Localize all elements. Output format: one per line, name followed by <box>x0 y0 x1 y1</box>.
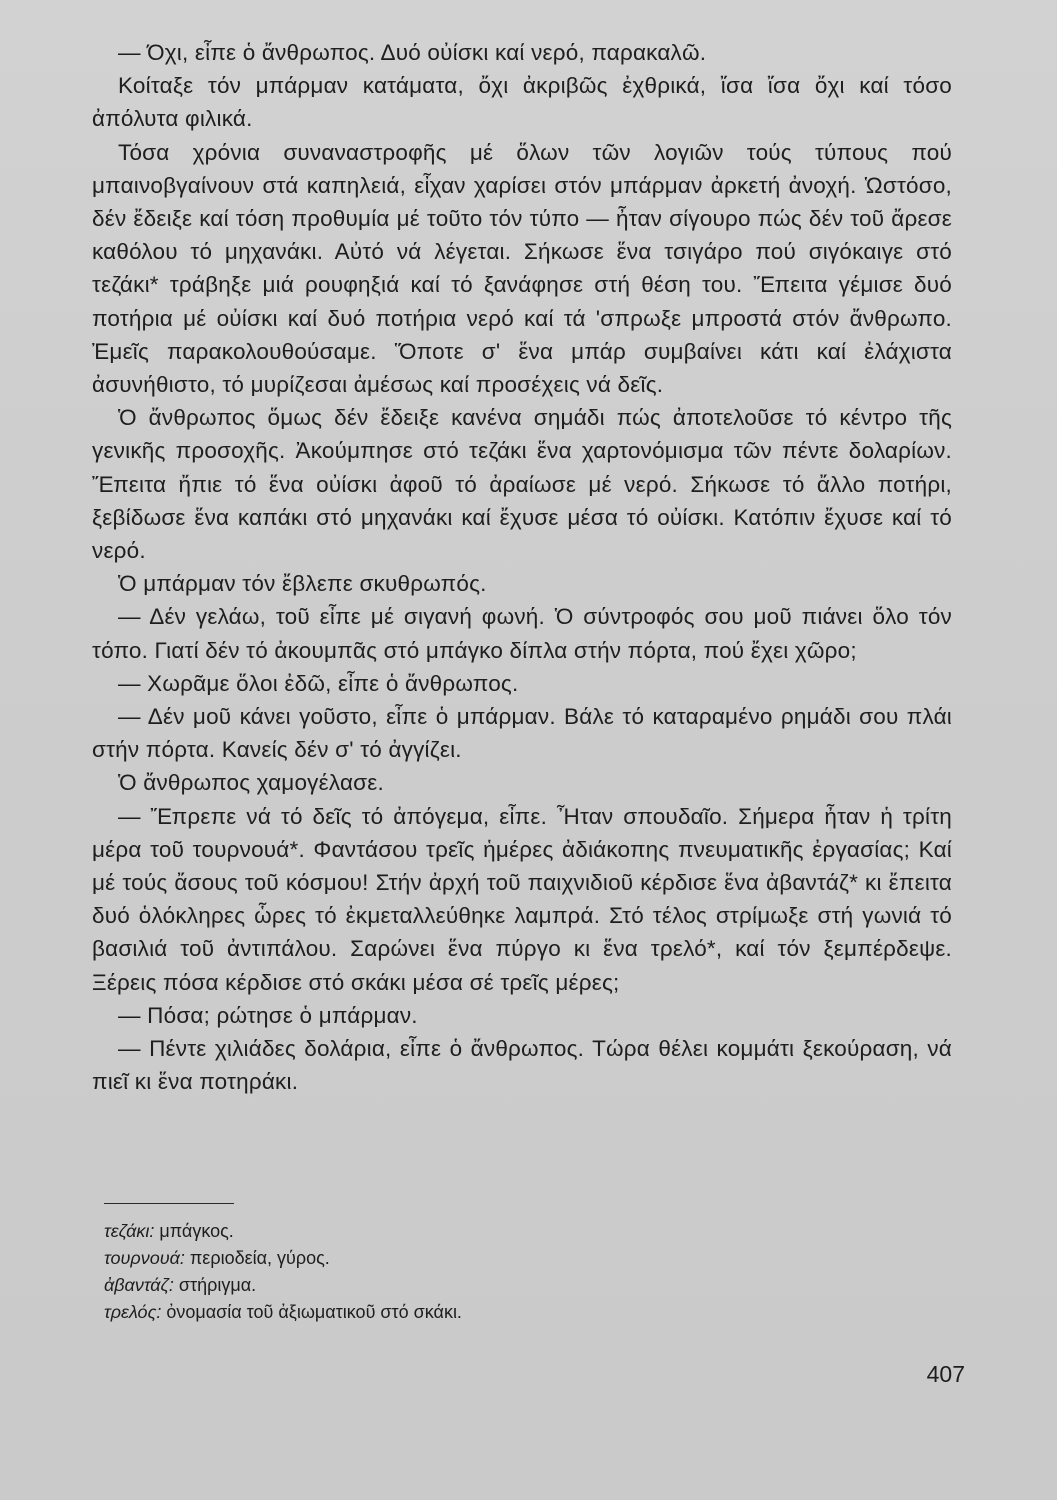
paragraph: Ὁ μπάρμαν τόν ἔβλεπε σκυθρωπός. <box>118 571 487 597</box>
page-number: 407 <box>926 1361 965 1387</box>
footnote-separator <box>104 1203 234 1204</box>
footnotes <box>104 1218 804 1326</box>
footnote-term: ἀβαντάζ: <box>104 1275 174 1295</box>
paragraph: — Ἔπρεπε νά τό δεῖς τό ἀπόγεμα, εἶπε. Ἦταν σπουδαῖο. Σήμερα ἦταν ἡ τρίτη μέρα τοῦ τουρνουά*. Φαντάσου τρεῖς ἡμέρες ἀδιάκοπης πνευματικῆς ἐργασίας; Καί μέ τούς ἄσους τοῦ κόσμου! Στήν ἀρχή τοῦ παιχνιδιοῦ κέρδισε ἕνα ἀβαντάζ* κι ἔπειτα δυό ὁλόκληρες ὧρες τό ἐκμεταλλεύθηκε λαμπρά. Στό τέλος στρίμωξε στή γωνιά τό βασιλιά τοῦ ἀντιπάλου. Σαρώνει ἕνα πύργο κι ἕνα τρελό*, καί τόν ξεμπέρδεψε. Ξέρεις πόσα κέρδισε στό σκάκι μέσα σέ τρεῖς μέρες; <box>92 803 952 995</box>
footnote-definition: στήριγμα. <box>178 1275 257 1295</box>
paragraph: Ὁ ἄνθρωπος ὅμως δέν ἔδειξε κανένα σημάδι πώς ἀποτελοῦσε τό κέντρο τῆς γενικῆς προσοχῆς. Ἀκούμπησε στό τεζάκι ἕνα χαρτονόμισμα τῶν πέντε δολαρίων. Ἔπειτα ἤπιε τό ἕνα οὐίσκι ἀφοῦ τό ἀραίωσε μέ νερό. Σήκωσε τό ἄλλο ποτήρι, ξεβίδωσε ἕνα καπάκι στό μηχανάκι καί ἔχυσε μέσα τό οὐίσκι. Κατόπιν ἔχυσε καί τό νερό. <box>92 405 952 564</box>
footnote-term: τουρνουά: <box>104 1248 185 1268</box>
body-text <box>92 36 952 1099</box>
footnote-definition: μπάγκος. <box>159 1221 234 1241</box>
paragraph: — Πόσα; ρώτησε ὁ μπάρμαν. <box>118 1002 418 1028</box>
footnote-term: τεζάκι: <box>104 1221 155 1241</box>
paragraph: — Χωρᾶμε ὅλοι ἐδῶ, εἶπε ὁ ἄνθρωπος. <box>118 670 519 696</box>
paragraph: Τόσα χρόνια συναναστροφῆς μέ ὅλων τῶν λογιῶν τούς τύπους πού μπαινοβγαίνουν στά καπηλειά, εἶχαν χαρίσει στόν μπάρμαν ἀρκετή ἀνοχή. Ὡστόσο, δέν ἔδειξε καί τόση προθυμία μέ τοῦτο τόν τύπο — ἦταν σίγουρο πώς δέν τοῦ ἄρεσε καθόλου τό μηχανάκι. Αὐτό νά λέγεται. Σήκωσε ἕνα τσιγάρο πού σιγόκαιγε στό τεζάκι* τράβηξε μιά ρουφηξιά καί τό ξανάφησε στή θέση του. Ἔπειτα γέμισε δυό ποτήρια μέ οὐίσκι καί δυό ποτήρια νερό καί τά 'σπρωξε μπροστά στόν ἄνθρωπο. Ἐμεῖς παρακολουθούσαμε. Ὅποτε σ' ἕνα μπάρ συμβαίνει κάτι καί ἐλάχιστα ἀσυνήθιστο, τό μυρίζεσαι ἀμέσως καί προσέχεις νά δεῖς. <box>92 139 952 398</box>
paragraph: — Δέν μοῦ κάνει γοῦστο, εἶπε ὁ μπάρμαν. Βάλε τό καταραμένο ρημάδι σου πλάι στήν πόρτα. Κανείς δέν σ' τό ἀγγίζει. <box>92 704 952 763</box>
paragraph: — Όχι, εἶπε ὁ ἄνθρωπος. Δυό οὐίσκι καί νερό, παρακαλῶ. <box>118 40 707 65</box>
paragraph: Κοίταξε τόν μπάρμαν κατάματα, ὄχι ἀκριβῶς ἐχθρικά, ἴσα ἴσα ὄχι καί τόσο ἀπόλυτα φιλικά. <box>92 73 952 132</box>
footnote <box>104 1218 804 1245</box>
footnote-term: τρελός: <box>104 1302 162 1322</box>
footnote-definition: περιοδεία, γύρος. <box>189 1248 330 1268</box>
footnote <box>104 1299 804 1326</box>
paragraph: Ὁ ἄνθρωπος χαμογέλασε. <box>118 770 384 796</box>
paragraph: — Δέν γελάω, τοῦ εἶπε μέ σιγανή φωνή. Ὁ σύντροφός σου μοῦ πιάνει ὅλο τόν τόπο. Γιατί δέν τό ἀκουμπᾶς στό μπάγκο δίπλα στήν πόρτα, πού ἔχει χῶρο; <box>92 604 952 663</box>
footnote-definition: ὀνομασία τοῦ ἀξιωματικοῦ στό σκάκι. <box>166 1302 462 1322</box>
footnote <box>104 1245 804 1272</box>
paragraph: — Πέντε χιλιάδες δολάρια, εἶπε ὁ ἄνθρωπος. Τώρα θέλει κομμάτι ξεκούραση, νά πιεῖ κι ἕνα ποτηράκι. <box>92 1036 952 1095</box>
footnote <box>104 1272 804 1299</box>
